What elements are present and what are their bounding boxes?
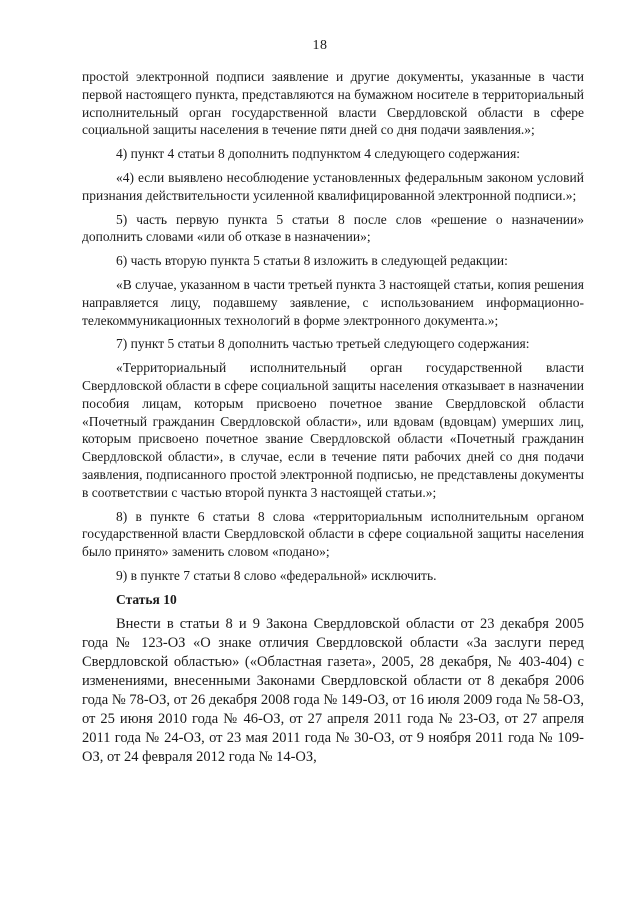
paragraph-quote-7: «Территориальный исполнительный орган государственной власти Свердловской области в сфере социальной защиты населения отказывает в назначении пособия лицам, которым присвоено почетное звание Свердловской области «Почетный гражданин Свердловской области», или вдовам (вдовцам) умерших лиц, которым присвоено почетное звание Свердловской области «Почетный гражданин Свердловской области», в случае, если в течение пяти рабочих дней со дня подачи заявления, подписанного простой электронной подписью, не представлены документы в соответствии с частью второй пункта 3 настоящей статьи.»; — [82, 360, 584, 500]
paragraph-quote-4: «4) если выявлено несоблюдение установленных федеральным законом условий признания действительности усиленной квалифицированной электронной подписи.»; — [82, 169, 584, 203]
paragraph-item-4: 4) пункт 4 статьи 8 дополнить подпунктом 4 следующего содержания: — [116, 146, 521, 162]
paragraph-item-8: 8) в пункте 6 статьи 8 слова «территориальным исполнительным органом государственной власти Свердловской области в сфере социальной защиты населения было принято» заменить словом «подано»; — [82, 508, 584, 560]
paragraph-item-7: 7) пункт 5 статьи 8 дополнить частью третьей следующего содержания: — [116, 336, 530, 352]
paragraph-quote-6: «В случае, указанном в части третьей пункта 3 настоящей статьи, копия решения направляется лицу, подавшему заявление, с использованием информационно-телекоммуникационных технологий в форме электронного документа.»; — [82, 276, 584, 328]
document-body — [82, 68, 584, 773]
paragraph-item-9: 9) в пункте 7 статьи 8 слово «федеральной» исключить. — [116, 567, 437, 583]
paragraph-item-6: 6) часть вторую пункта 5 статьи 8 изложить в следующей редакции: — [116, 253, 508, 269]
paragraph-continuation: простой электронной подписи заявление и другие документы, указанные в части первой настоящего пункта, представляются на бумажном носителе в территориальный исполнительный орган государственной власти Свердловской области в сфере социальной защиты населения в течение пяти дней со дня подачи заявления.»; — [82, 69, 584, 138]
article-10-text: Внести в статьи 8 и 9 Закона Свердловской области от 23 декабря 2005 года № 123-ОЗ «О знаке отличия Свердловской области «За заслуги перед Свердловской областью» («Областная газета», 2005, 28 декабря, № 403-404) с изменениями, внесенными Законами Свердловской области от 8 декабря 2006 года № 78-ОЗ, от 26 декабря 2008 года № 149-ОЗ, от 16 июля 2009 года № 58-ОЗ, от 25 июня 2010 года № 46-ОЗ, от 27 апреля 2011 года № 23-ОЗ, от 27 апреля 2011 года № 24-ОЗ, от 23 мая 2011 года № 30-ОЗ, от 9 ноября 2011 года № 109-ОЗ, от 24 февраля 2012 года № 14-ОЗ, — [82, 615, 584, 765]
article-heading: Статья 10 — [116, 591, 177, 607]
paragraph-item-5: 5) часть первую пункта 5 статьи 8 после слов «решение о назначении» дополнить словами «или об отказе в назначении»; — [82, 211, 584, 245]
page-number: 18 — [312, 38, 328, 53]
